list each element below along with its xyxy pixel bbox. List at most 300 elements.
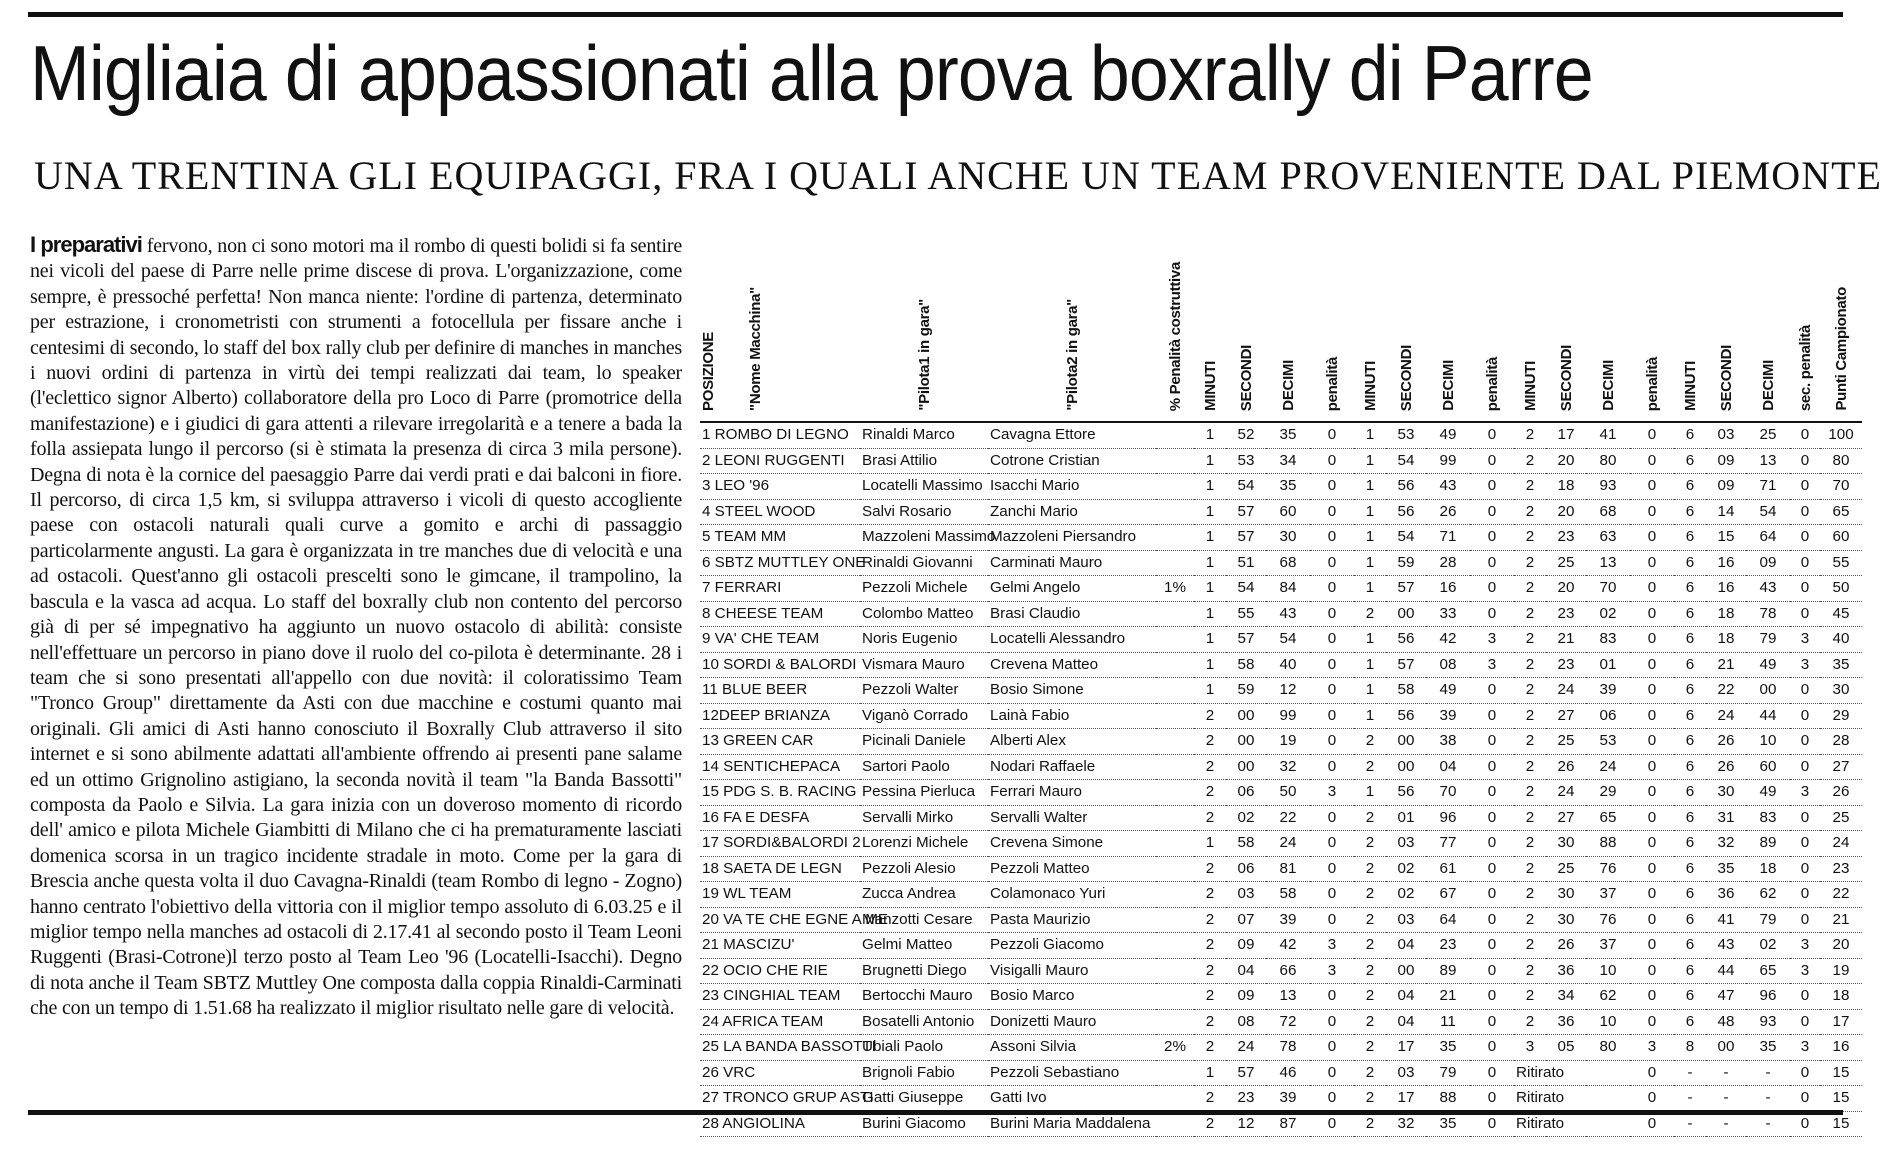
column-header-label: SECONDI	[1557, 344, 1575, 411]
table-row	[700, 703, 1862, 729]
table-cell: 1 ROMBO DI LEGNO	[700, 422, 860, 448]
table-cell: 2	[1194, 805, 1226, 831]
table-cell: 1	[1194, 448, 1226, 474]
table-cell: 2	[1354, 907, 1386, 933]
table-cell: 62	[1746, 882, 1790, 908]
table-cell: 6	[1674, 627, 1706, 653]
table-cell	[1156, 1060, 1194, 1086]
table-cell: 60	[1820, 525, 1862, 551]
table-cell	[1156, 422, 1194, 448]
table-cell: 60	[1746, 754, 1790, 780]
table-cell: 55	[1820, 550, 1862, 576]
table-cell: 30	[1546, 907, 1586, 933]
table-row	[700, 933, 1862, 959]
table-cell: 01	[1386, 805, 1426, 831]
table-cell: 0	[1470, 882, 1514, 908]
table-cell: 0	[1310, 831, 1354, 857]
table-cell: 24	[1586, 754, 1630, 780]
table-cell: 2	[1194, 933, 1226, 959]
table-cell: 12DEEP BRIANZA	[700, 703, 860, 729]
table-cell: 58	[1386, 678, 1426, 704]
table-cell: Nodari Raffaele	[988, 754, 1156, 780]
table-cell: -	[1674, 1086, 1706, 1112]
table-cell: 0	[1790, 754, 1820, 780]
table-cell: 2	[1514, 933, 1546, 959]
table-cell: 96	[1746, 984, 1790, 1010]
table-cell: 3	[1310, 780, 1354, 806]
table-cell: 03	[1226, 882, 1266, 908]
table-row	[700, 627, 1862, 653]
table-cell: 2	[1354, 1060, 1386, 1086]
table-cell: 2	[1514, 499, 1546, 525]
table-cell: Brignoli Fabio	[860, 1060, 988, 1086]
table-cell: 0	[1310, 856, 1354, 882]
table-cell: 35	[1820, 652, 1862, 678]
table-cell: 29	[1586, 780, 1630, 806]
table-cell: 2	[1514, 652, 1546, 678]
table-cell: 6	[1674, 907, 1706, 933]
table-row	[700, 576, 1862, 602]
table-cell: 2	[1354, 1009, 1386, 1035]
table-cell: 0	[1630, 499, 1674, 525]
table-cell: 2	[1514, 729, 1546, 755]
table-row	[700, 958, 1862, 984]
table-cell	[1156, 652, 1194, 678]
table-cell: 0	[1630, 627, 1674, 653]
table-cell: 6	[1674, 754, 1706, 780]
table-cell: 51	[1226, 550, 1266, 576]
table-cell: 49	[1746, 780, 1790, 806]
table-cell: 35	[1426, 1035, 1470, 1061]
table-cell: 64	[1426, 907, 1470, 933]
table-cell: 20 VA TE CHE EGNE A ME	[700, 907, 860, 933]
table-cell: 2	[1514, 882, 1546, 908]
table-cell	[1156, 525, 1194, 551]
table-cell: 53	[1386, 422, 1426, 448]
table-cell: 02	[1586, 601, 1630, 627]
table-row	[700, 678, 1862, 704]
table-cell: 0	[1470, 729, 1514, 755]
table-cell: 50	[1266, 780, 1310, 806]
table-cell: -	[1706, 1060, 1746, 1086]
table-cell: 56	[1386, 474, 1426, 500]
table-cell: 10	[1746, 729, 1790, 755]
table-cell: 23	[1546, 601, 1586, 627]
table-cell: 02	[1386, 856, 1426, 882]
table-cell: 00	[1386, 754, 1426, 780]
table-cell: 2	[1194, 856, 1226, 882]
table-cell: 25	[1546, 729, 1586, 755]
table-cell: 0	[1630, 678, 1674, 704]
table-cell: Assoni Silvia	[988, 1035, 1156, 1061]
table-cell: 03	[1386, 831, 1426, 857]
table-cell: 56	[1386, 627, 1426, 653]
table-cell: 00	[1226, 703, 1266, 729]
table-cell: 30	[1546, 831, 1586, 857]
table-cell: 22	[1266, 805, 1310, 831]
table-cell: 0	[1310, 1086, 1354, 1112]
table-cell: 6	[1674, 856, 1706, 882]
table-cell: Gatti Ivo	[988, 1086, 1156, 1112]
table-cell: Pezzoli Sebastiano	[988, 1060, 1156, 1086]
table-cell: 2	[1514, 422, 1546, 448]
table-cell: 03	[1706, 422, 1746, 448]
table-row	[700, 1060, 1862, 1086]
table-cell: 6	[1674, 576, 1706, 602]
table-cell: 1	[1354, 474, 1386, 500]
table-cell: Vismara Mauro	[860, 652, 988, 678]
table-cell: 79	[1426, 1060, 1470, 1086]
table-cell: 43	[1426, 474, 1470, 500]
table-cell: 80	[1820, 448, 1862, 474]
table-cell: 3	[1790, 780, 1820, 806]
table-cell: 35	[1266, 422, 1310, 448]
table-row	[700, 1035, 1862, 1061]
table-cell: 40	[1820, 627, 1862, 653]
table-cell	[1156, 499, 1194, 525]
table-cell: Sartori Paolo	[860, 754, 988, 780]
table-cell: 2	[1354, 856, 1386, 882]
table-cell: 34	[1266, 448, 1310, 474]
table-cell: 20	[1820, 933, 1862, 959]
table-cell: 2	[1354, 729, 1386, 755]
subheadline: UNA TRENTINA GLI EQUIPAGGI, FRA I QUALI ANCHE UN TEAM PROVENIENTE DAL PIEMONTE	[34, 153, 1882, 198]
table-cell: 0	[1790, 448, 1820, 474]
table-cell: 0	[1630, 933, 1674, 959]
table-cell: 23	[1820, 856, 1862, 882]
table-cell: Locatelli Massimo	[860, 474, 988, 500]
table-cell: 14	[1706, 499, 1746, 525]
column-header	[1386, 228, 1426, 422]
table-cell: 44	[1746, 703, 1790, 729]
table-cell: 5 TEAM MM	[700, 525, 860, 551]
table-cell: 2	[1514, 780, 1546, 806]
table-cell: Brugnetti Diego	[860, 958, 988, 984]
table-cell: 24	[1546, 678, 1586, 704]
table-cell: 45	[1820, 601, 1862, 627]
table-cell: 19	[1266, 729, 1310, 755]
table-cell: 2	[1514, 856, 1546, 882]
table-cell: 17	[1546, 422, 1586, 448]
column-header-label: "Pilota1 in gara"	[915, 299, 933, 411]
table-cell: 1	[1354, 678, 1386, 704]
table-cell: 1	[1354, 525, 1386, 551]
table-cell: Bertocchi Mauro	[860, 984, 988, 1010]
table-cell: 0	[1470, 703, 1514, 729]
table-cell: 70	[1820, 474, 1862, 500]
table-cell: 09	[1226, 933, 1266, 959]
table-cell: 26	[1426, 499, 1470, 525]
table-cell: Pezzoli Matteo	[988, 856, 1156, 882]
table-cell: 42	[1426, 627, 1470, 653]
table-cell: 0	[1310, 627, 1354, 653]
table-cell: 06	[1586, 703, 1630, 729]
table-cell: 1	[1354, 448, 1386, 474]
table-cell: 100	[1820, 422, 1862, 448]
table-cell: 68	[1266, 550, 1310, 576]
table-cell: 2	[1514, 805, 1546, 831]
table-cell: 47	[1706, 984, 1746, 1010]
table-cell: 57	[1386, 576, 1426, 602]
table-cell: 13	[1586, 550, 1630, 576]
table-cell: Cavagna Ettore	[988, 422, 1156, 448]
table-cell: 18	[1706, 601, 1746, 627]
column-header	[1156, 228, 1194, 422]
table-cell: 28	[1426, 550, 1470, 576]
table-cell: 0	[1630, 1009, 1674, 1035]
results-table	[700, 228, 1854, 1137]
table-cell: 0	[1630, 422, 1674, 448]
table-cell: 11	[1426, 1009, 1470, 1035]
table-cell: 6	[1674, 499, 1706, 525]
table-cell: 0	[1790, 1111, 1820, 1137]
table-cell: 0	[1790, 907, 1820, 933]
table-cell: -	[1746, 1060, 1790, 1086]
table-cell: 0	[1790, 729, 1820, 755]
table-cell: 83	[1586, 627, 1630, 653]
table-cell: 71	[1746, 474, 1790, 500]
table-cell: 0	[1790, 576, 1820, 602]
table-cell: 32	[1706, 831, 1746, 857]
table-cell: 1	[1194, 422, 1226, 448]
table-cell: 06	[1226, 856, 1266, 882]
table-cell: 0	[1630, 882, 1674, 908]
table-cell: 58	[1266, 882, 1310, 908]
table-cell: Mazzoleni Piersandro	[988, 525, 1156, 551]
table-cell: -	[1746, 1111, 1790, 1137]
table-cell: 54	[1266, 627, 1310, 653]
table-cell: 3	[1790, 933, 1820, 959]
table-cell: 17 SORDI&BALORDI 2	[700, 831, 860, 857]
table-row	[700, 882, 1862, 908]
table-cell: 3	[1790, 1035, 1820, 1061]
table-cell: 2	[1354, 601, 1386, 627]
table-cell: 23	[1546, 652, 1586, 678]
column-header-label: SECONDI	[1237, 344, 1255, 411]
table-cell: 04	[1226, 958, 1266, 984]
table-cell: Bosio Simone	[988, 678, 1156, 704]
table-cell: 88	[1426, 1086, 1470, 1112]
table-cell: Ritirato	[1514, 1086, 1630, 1112]
table-cell	[1156, 805, 1194, 831]
table-cell: 2	[1194, 958, 1226, 984]
table-cell: 00	[1386, 958, 1426, 984]
table-cell: 2	[1194, 1111, 1226, 1137]
column-header-label: SECONDI	[1397, 344, 1415, 411]
table-cell: 0	[1790, 1086, 1820, 1112]
table-cell: 6	[1674, 601, 1706, 627]
table-cell: 1	[1194, 652, 1226, 678]
column-header	[1266, 228, 1310, 422]
table-cell: 3	[1790, 958, 1820, 984]
table-cell: Rinaldi Marco	[860, 422, 988, 448]
column-header	[1546, 228, 1586, 422]
table-cell: 0	[1470, 576, 1514, 602]
table-cell: 13 GREEN CAR	[700, 729, 860, 755]
table-cell: 87	[1266, 1111, 1310, 1137]
column-header-label: MINUTI	[1201, 361, 1219, 411]
table-cell: 21	[1426, 984, 1470, 1010]
column-header	[1310, 228, 1354, 422]
table-cell: 13	[1266, 984, 1310, 1010]
table-cell: 0	[1790, 882, 1820, 908]
table-cell: 2	[1514, 984, 1546, 1010]
table-cell: Bosatelli Antonio	[860, 1009, 988, 1035]
table-cell: 24	[1266, 831, 1310, 857]
table-cell: 2	[1194, 754, 1226, 780]
column-header-label: sec. penalità	[1796, 324, 1814, 411]
table-cell: 80	[1586, 448, 1630, 474]
table-cell: Visigalli Mauro	[988, 958, 1156, 984]
table-cell: 0	[1310, 1009, 1354, 1035]
table-cell: 2	[1354, 754, 1386, 780]
table-cell: 1	[1354, 499, 1386, 525]
table-cell: 3	[1790, 627, 1820, 653]
table-cell: 56	[1386, 703, 1426, 729]
table-cell: 89	[1426, 958, 1470, 984]
table-cell: 88	[1586, 831, 1630, 857]
table-cell: 41	[1706, 907, 1746, 933]
table-cell: 65	[1586, 805, 1630, 831]
table-cell: 6	[1674, 958, 1706, 984]
table-cell: 1	[1194, 576, 1226, 602]
table-cell: 0	[1790, 550, 1820, 576]
table-cell: 56	[1386, 499, 1426, 525]
table-cell: Gelmi Angelo	[988, 576, 1156, 602]
column-header-label: DECIMI	[1439, 360, 1457, 411]
table-cell: Zucca Andrea	[860, 882, 988, 908]
table-cell: 6	[1674, 933, 1706, 959]
table-cell: 6	[1674, 882, 1706, 908]
table-cell: 67	[1426, 882, 1470, 908]
table-cell: 2	[1194, 729, 1226, 755]
table-cell: 72	[1266, 1009, 1310, 1035]
table-cell: 0	[1630, 780, 1674, 806]
table-cell: 0	[1310, 448, 1354, 474]
table-cell: 16 FA E DESFA	[700, 805, 860, 831]
table-cell: 09	[1226, 984, 1266, 1010]
table-cell: 1	[1194, 678, 1226, 704]
column-header	[1426, 228, 1470, 422]
table-cell: 00	[1226, 754, 1266, 780]
table-cell: 62	[1586, 984, 1630, 1010]
column-header	[1746, 228, 1790, 422]
table-cell	[1156, 780, 1194, 806]
table-cell: 79	[1746, 627, 1790, 653]
article-lead: I preparativi	[30, 232, 142, 257]
table-cell: 93	[1586, 474, 1630, 500]
table-cell: 0	[1310, 754, 1354, 780]
table-cell: 0	[1470, 754, 1514, 780]
table-cell: 30	[1706, 780, 1746, 806]
table-cell: 04	[1426, 754, 1470, 780]
table-cell: Manzotti Cesare	[860, 907, 988, 933]
column-header-label: % Penalità costruttiva	[1166, 261, 1184, 411]
table-cell: 99	[1426, 448, 1470, 474]
table-cell: 36	[1546, 958, 1586, 984]
table-cell: 15	[1706, 525, 1746, 551]
table-cell: 54	[1746, 499, 1790, 525]
table-cell: 57	[1226, 1060, 1266, 1086]
table-cell: 0	[1310, 882, 1354, 908]
table-cell: 0	[1630, 550, 1674, 576]
table-row	[700, 601, 1862, 627]
table-cell: 6	[1674, 652, 1706, 678]
table-cell: 13	[1746, 448, 1790, 474]
table-cell: 9 VA' CHE TEAM	[700, 627, 860, 653]
table-cell	[1156, 958, 1194, 984]
table-cell: 6	[1674, 525, 1706, 551]
table-cell: 10 SORDI & BALORDI	[700, 652, 860, 678]
table-cell: 0	[1630, 703, 1674, 729]
table-cell: 50	[1820, 576, 1862, 602]
table-cell: 6	[1674, 984, 1706, 1010]
table-cell: Ritirato	[1514, 1111, 1630, 1137]
table-cell: 02	[1746, 933, 1790, 959]
table-row	[700, 780, 1862, 806]
table-cell: 0	[1310, 525, 1354, 551]
table-cell: 0	[1630, 729, 1674, 755]
table-cell: 18	[1820, 984, 1862, 1010]
table-cell	[1156, 448, 1194, 474]
table-cell: 1	[1194, 627, 1226, 653]
table-cell: 3	[1630, 1035, 1674, 1061]
table-cell: 64	[1746, 525, 1790, 551]
table-cell: 6	[1674, 474, 1706, 500]
table-cell: Carminati Mauro	[988, 550, 1156, 576]
table-cell: 11 BLUE BEER	[700, 678, 860, 704]
column-header	[1514, 228, 1546, 422]
column-header	[1354, 228, 1386, 422]
table-cell: 2	[1514, 627, 1546, 653]
table-cell: 49	[1426, 422, 1470, 448]
table-cell: 1	[1354, 422, 1386, 448]
table-cell: 37	[1586, 933, 1630, 959]
table-cell: 07	[1226, 907, 1266, 933]
table-cell: 0	[1630, 805, 1674, 831]
table-cell: Pessina Pierluca	[860, 780, 988, 806]
column-header	[1820, 228, 1862, 422]
column-header	[1630, 228, 1674, 422]
table-cell: 0	[1470, 907, 1514, 933]
table-cell: 2	[1194, 907, 1226, 933]
table-cell: 17	[1386, 1035, 1426, 1061]
table-cell: 2	[1514, 754, 1546, 780]
table-cell: 59	[1226, 678, 1266, 704]
table-cell: 32	[1386, 1111, 1426, 1137]
table-cell: 52	[1226, 422, 1266, 448]
column-header-label: DECIMI	[1279, 360, 1297, 411]
table-cell: 0	[1310, 1111, 1354, 1137]
table-cell: 68	[1586, 499, 1630, 525]
table-cell: 04	[1386, 1009, 1426, 1035]
table-cell: 43	[1266, 601, 1310, 627]
table-cell: 0	[1310, 984, 1354, 1010]
table-row	[700, 856, 1862, 882]
table-cell: 4 STEEL WOOD	[700, 499, 860, 525]
table-cell: 0	[1790, 984, 1820, 1010]
table-cell: 27	[1546, 703, 1586, 729]
table-cell: 15	[1820, 1060, 1862, 1086]
column-header	[1790, 228, 1820, 422]
table-cell: 0	[1630, 448, 1674, 474]
table-cell: 18 SAETA DE LEGN	[700, 856, 860, 882]
table-cell: 00	[1706, 1035, 1746, 1061]
table-cell: 19 WL TEAM	[700, 882, 860, 908]
column-header	[1470, 228, 1514, 422]
table-cell: 23 CINGHIAL TEAM	[700, 984, 860, 1010]
table-cell: 48	[1706, 1009, 1746, 1035]
